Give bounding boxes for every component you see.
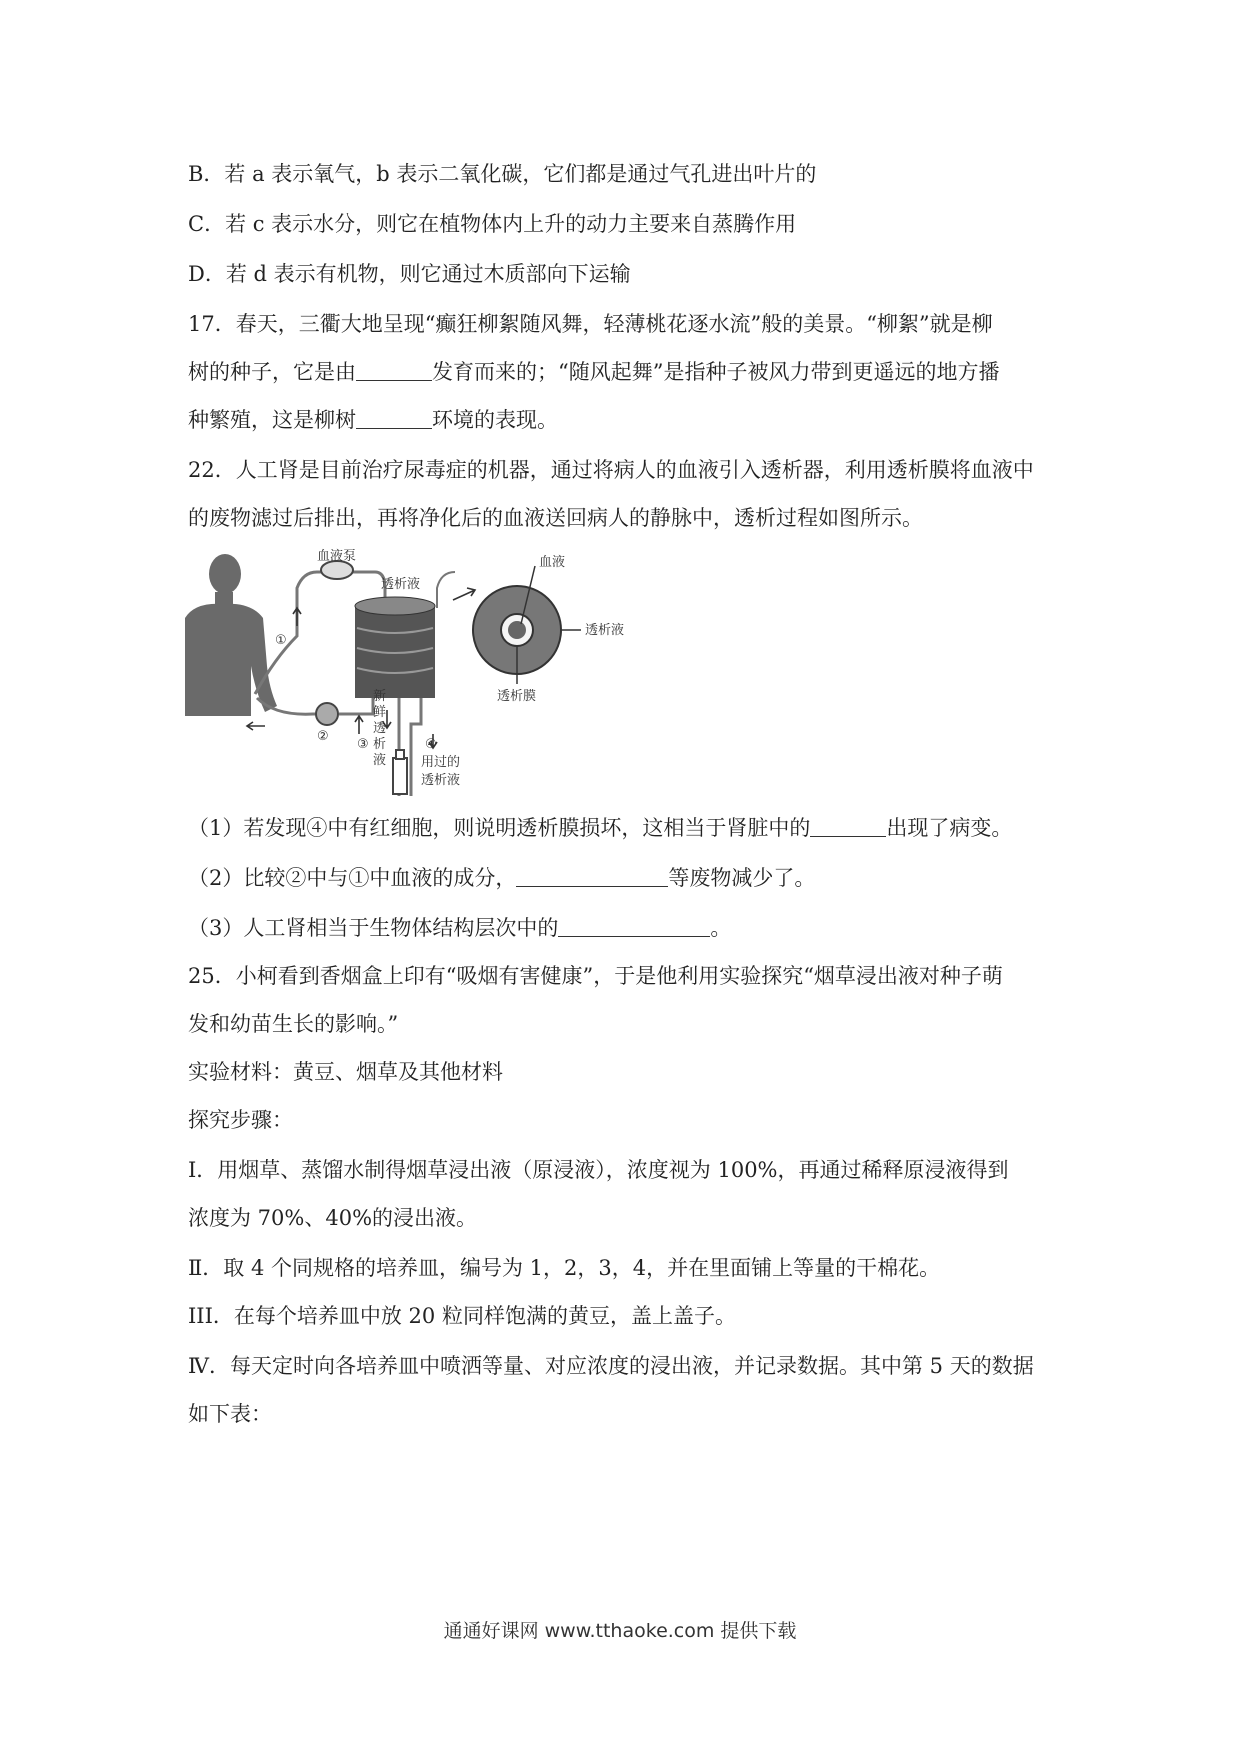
label-n4: ④ <box>425 737 437 752</box>
q22-sub-3 <box>188 914 731 942</box>
q25-line-2: 发和幼苗生长的影响。” <box>188 1012 399 1036</box>
q22-sub-2 <box>188 864 815 892</box>
q22-text: （1）若发现④中有红细胞，则说明透析膜损坏，这相当于肾脏中的 <box>188 816 811 840</box>
answer-blank[interactable] <box>516 866 668 887</box>
q25-step-4a: Ⅳ．每天定时向各培养皿中喷洒等量、对应浓度的浸出液，并记录数据。其中第 5 天的数据 <box>188 1354 1034 1378</box>
q25-step-3: III．在每个培养皿中放 20 粒同样饱满的黄豆，盖上盖子。 <box>188 1304 736 1328</box>
q17-text: 种繁殖，这是柳树 <box>188 408 356 432</box>
q22-text: 出现了病变。 <box>886 816 1013 840</box>
answer-blank[interactable] <box>356 360 432 381</box>
label-n1: ① <box>275 633 287 648</box>
answer-blank[interactable] <box>356 408 432 429</box>
label-dialysate: 透析液 <box>381 577 421 592</box>
label-fresh-5: 液 <box>373 753 387 768</box>
label-fresh-4: 析 <box>373 737 387 752</box>
q22-line-2: 的废物滤过后排出，再将净化后的血液送回病人的静脉中，透析过程如图所示。 <box>188 506 923 530</box>
label-fresh-3: 透 <box>373 721 387 736</box>
q16-option-d: D．若 d 表示有机物，则它通过木质部向下运输 <box>188 262 631 286</box>
q25-step-4b: 如下表： <box>188 1402 272 1426</box>
q22-text: （2）比较②中与①中血液的成分， <box>188 866 517 890</box>
label-fresh-2: 鲜 <box>373 705 387 720</box>
label-used-2: 透析液 <box>421 773 461 788</box>
label-membrane: 透析膜 <box>497 689 537 704</box>
q25-step-2: Ⅱ．取 4 个同规格的培养皿，编号为 1，2，3，4，并在里面铺上等量的干棉花。 <box>188 1256 941 1280</box>
answer-blank[interactable] <box>558 916 710 937</box>
label-n2: ② <box>317 729 329 744</box>
bottle-icon <box>393 750 407 794</box>
page-footer: 通通好课网 www.tthaoke.com 提供下载 <box>443 1620 797 1642</box>
label-n3: ③ <box>357 737 369 752</box>
q16-option-b: B．若 a 表示氧气，b 表示二氧化碳，它们都是通过气孔进出叶片的 <box>188 162 817 186</box>
patient-silhouette <box>185 554 277 716</box>
q22-text: （3）人工肾相当于生物体结构层次中的 <box>188 916 559 940</box>
q25-step-1a: Ⅰ．用烟草、蒸馏水制得烟草浸出液（原浸液），浓度视为 100%，再通过稀释原浸液得到 <box>188 1158 1009 1182</box>
q22-text: 等废物减少了。 <box>668 866 816 890</box>
q22-sub-1 <box>188 814 1012 842</box>
q17-line-1: 17．春天，三衢大地呈现“癫狂柳絮随风舞，轻薄桃花逐水流”般的美景。“柳絮”就是柳 <box>188 312 993 336</box>
label-used-1: 用过的 <box>421 755 461 770</box>
q22-text: 。 <box>710 916 732 940</box>
label-blood: 血液 <box>539 555 566 570</box>
pump-icon <box>316 703 338 725</box>
cross-section-icon <box>473 566 581 684</box>
q25-step-1b: 浓度为 70%、40%的浸出液。 <box>188 1206 478 1230</box>
q17-line-2 <box>188 358 999 386</box>
q17-text: 树的种子，它是由 <box>188 360 356 384</box>
q16-option-c: C．若 c 表示水分，则它在植物体内上升的动力主要来自蒸腾作用 <box>188 212 797 236</box>
q17-text: 发育而来的；“随风起舞”是指种子被风力带到更遥远的地方播 <box>432 360 1000 384</box>
q17-line-3 <box>188 406 558 434</box>
dialyzer-icon <box>355 597 435 698</box>
q25-materials: 实验材料：黄豆、烟草及其他材料 <box>188 1060 503 1084</box>
label-fresh-1: 新 <box>373 689 387 704</box>
q22-line-1: 22．人工肾是目前治疗尿毒症的机器，通过将病人的血液引入透析器，利用透析膜将血液中 <box>188 458 1034 482</box>
label-dialysate-right: 透析液 <box>585 623 625 638</box>
answer-blank[interactable] <box>810 816 886 837</box>
label-blood-pump: 血液泵 <box>317 549 357 564</box>
q25-line-1: 25．小柯看到香烟盒上印有“吸烟有害健康”，于是他利用实验探究“烟草浸出液对种子萌 <box>188 964 1003 988</box>
dialysis-diagram <box>185 548 625 796</box>
q17-text: 环境的表现。 <box>432 408 558 432</box>
q25-steps-heading: 探究步骤： <box>188 1108 293 1132</box>
